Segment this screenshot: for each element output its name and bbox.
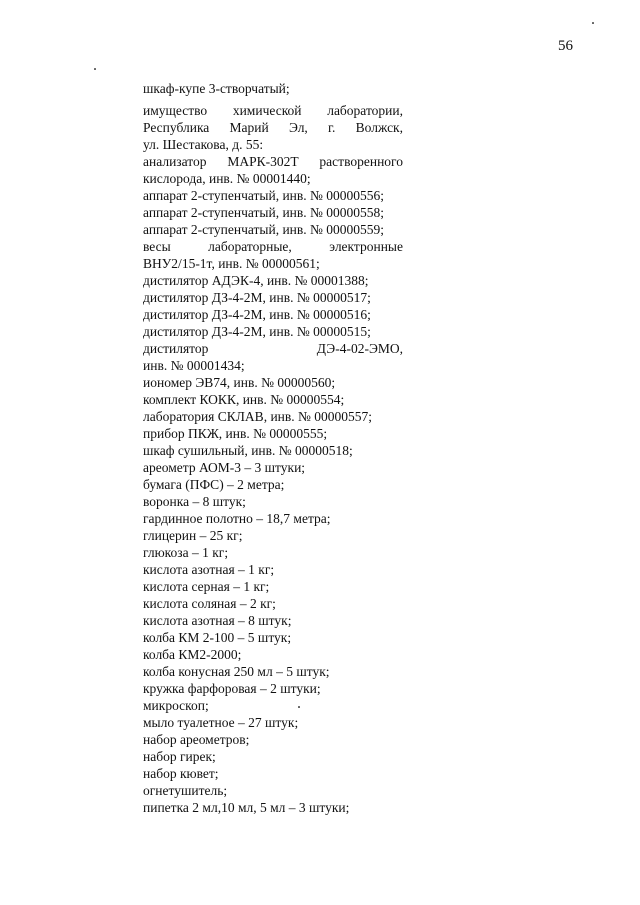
text-line: дистилятор ДЭ-4-02-ЭМО, [143,341,403,356]
text-line: колба КМ2-2000; [143,647,242,662]
text-line: глюкоза – 1 кг; [143,545,229,560]
text-line: глицерин – 25 кг; [143,528,243,543]
scan-speck [298,706,300,708]
text-line: мыло туалетное – 27 штук; [143,715,299,730]
text-line: имущество химической лаборатории, [143,103,403,118]
text-line: огнетушитель; [143,783,228,798]
text-line: гардинное полотно – 18,7 метра; [143,511,331,526]
scan-speck [592,22,594,24]
text-line: дистилятор ДЗ-4-2М, инв. № 00000515; [143,324,371,339]
text-line: кислорода, инв. № 00001440; [143,171,311,186]
text-line: воронка – 8 штук; [143,494,246,509]
text-line: иономер ЭВ74, инв. № 00000560; [143,375,336,390]
text-line: ареометр АОМ-3 – 3 штуки; [143,460,306,475]
text-line: набор кювет; [143,766,219,781]
text-line: дистилятор ДЗ-4-2М, инв. № 00000517; [143,290,371,305]
text-line: инв. № 00001434; [143,358,245,373]
text-line: анализатор МАРК-302Т растворенного [143,154,403,169]
text-line: микроскоп; [143,698,209,713]
text-line: аппарат 2-ступенчатый, инв. № 00000559; [143,222,385,237]
text-line: кислота азотная – 1 кг; [143,562,275,577]
page-number: 56 [558,38,573,54]
text-line: кружка фарфоровая – 2 штуки; [143,681,321,696]
text-line: аппарат 2-ступенчатый, инв. № 00000556; [143,188,385,203]
document-text-column [143,80,403,816]
text-line: бумага (ПФС) – 2 метра; [143,477,285,492]
inventory-list [143,102,403,816]
text-line: Республика Марий Эл, г. Волжск, [143,120,403,135]
text-line: ул. Шестакова, д. 55: [143,137,264,152]
text-line: весы лабораторные, электронные [143,239,403,254]
text-line: лаборатория СКЛАВ, инв. № 00000557; [143,409,373,424]
text-line: дистилятор АДЭК-4, инв. № 00001388; [143,273,369,288]
text-line: шкаф сушильный, инв. № 00000518; [143,443,353,458]
text-line: дистилятор ДЗ-4-2М, инв. № 00000516; [143,307,371,322]
text-line-first: шкаф-купе 3-створчатый; [143,81,290,96]
text-line: аппарат 2-ступенчатый, инв. № 00000558; [143,205,385,220]
text-line: прибор ПКЖ, инв. № 00000555; [143,426,328,441]
text-line: кислота соляная – 2 кг; [143,596,276,611]
scan-speck [94,68,96,70]
text-line: набор гирек; [143,749,216,764]
text-line: кислота серная – 1 кг; [143,579,270,594]
text-line: пипетка 2 мл,10 мл, 5 мл – 3 штуки; [143,800,350,815]
text-line: колба конусная 250 мл – 5 штук; [143,664,330,679]
text-line: колба КМ 2-100 – 5 штук; [143,630,292,645]
text-line: ВНУ2/15-1т, инв. № 00000561; [143,256,320,271]
text-line: набор ареометров; [143,732,250,747]
text-line: кислота азотная – 8 штук; [143,613,292,628]
text-line: комплект КОКК, инв. № 00000554; [143,392,345,407]
